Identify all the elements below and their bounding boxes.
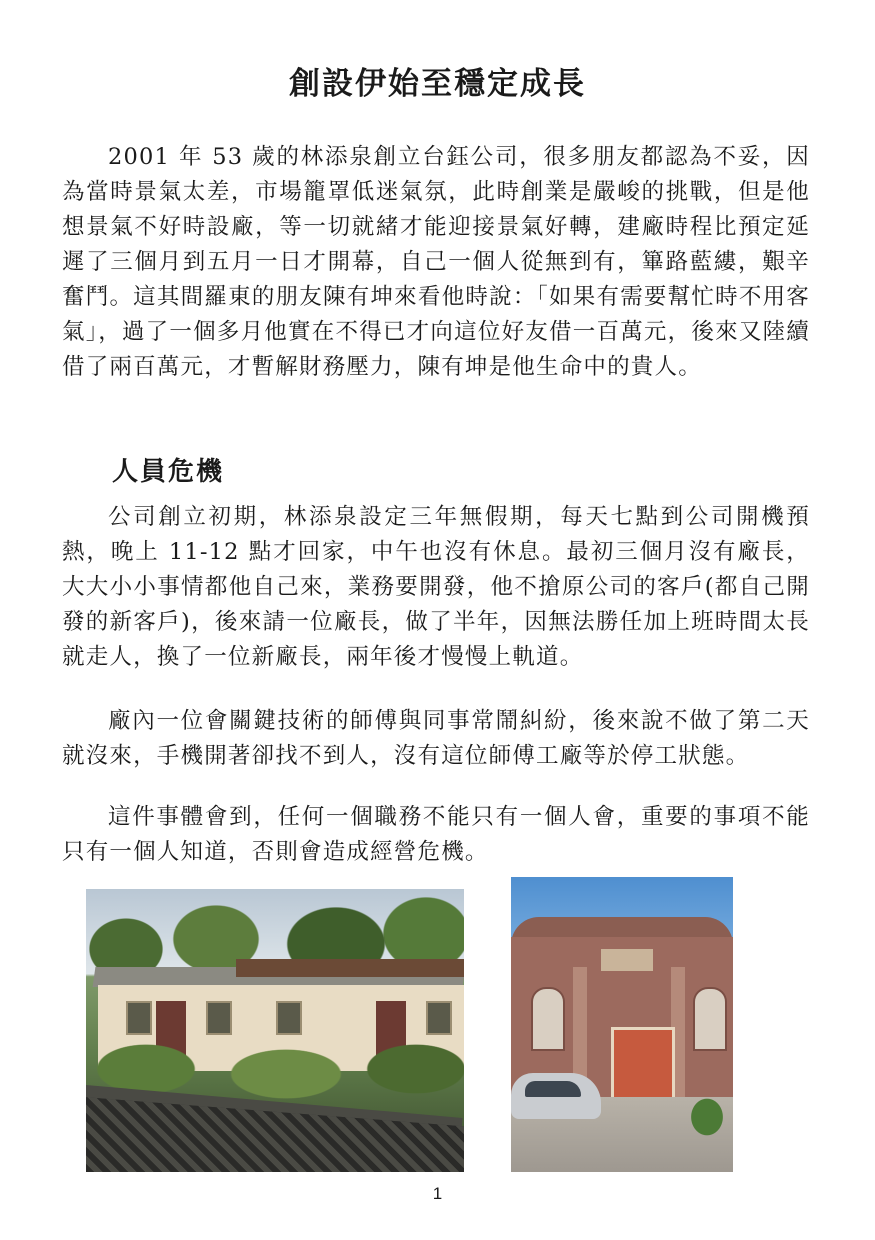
photo-window	[276, 1001, 302, 1035]
page-number: 1	[432, 1184, 443, 1203]
photo-car-window	[525, 1081, 581, 1097]
company-building-photo	[511, 877, 733, 1172]
photo-roof-tiles	[236, 959, 464, 977]
photo-arch-window	[693, 987, 727, 1051]
intro-paragraph: 2001 年 53 歲的林添泉創立台鈺公司，很多朋友都認為不妥，因為當時景氣太差，市場籠罩低迷氣氛，此時創業是嚴峻的挑戰，但是他想景氣不好時設廠，等一切就緒才能迎接景氣好轉，建廠時程比預定延遲了三個月到五月一日才開幕，自己一個人從無到有，篳路藍縷，艱辛奮鬥。這其間羅東的朋友陳有坤來看他時說：「如果有需要幫忙時不用客氣」，過了一個多月他實在不得已才向這位好友借一百萬元，後來又陸續借了兩百萬元，才暫解財務壓力，陳有坤是他生命中的貴人。	[62, 144, 810, 380]
photo-arch-window	[531, 987, 565, 1051]
photo-window	[426, 1001, 452, 1035]
factory-house-photo	[86, 889, 464, 1172]
photo-plant	[681, 1087, 733, 1147]
section-heading: 人員危機	[112, 457, 225, 487]
page-title: 創設伊始至穩定成長	[289, 66, 586, 102]
staff-crisis-paragraph-1: 公司創立初期，林添泉設定三年無假期，每天七點到公司開機預熱，晚上 11-12 點才回家，中午也沒有休息。最初三個月沒有廠長，大大小小事情都他自己來，業務要開發，他不搶原公司的客戶(都自己開發的新客戶)，後來請一位廠長，做了半年，因無法勝任加上班時間太長就走人，換了一位新廠長，兩年後才慢慢上軌道。	[62, 504, 810, 670]
staff-crisis-paragraph-3: 這件事體會到，任何一個職務不能只有一個人會，重要的事項不能只有一個人知道，否則會造成經營危機。	[62, 804, 810, 865]
photo-window	[126, 1001, 152, 1035]
staff-crisis-paragraph-2: 廠內一位會關鍵技術的師傅與同事常鬧糾紛，後來說不做了第二天就沒來，手機開著卻找不到人，沒有這位師傅工廠等於停工狀態。	[62, 708, 810, 769]
photo-window	[206, 1001, 232, 1035]
photo-building-sign	[601, 949, 653, 971]
